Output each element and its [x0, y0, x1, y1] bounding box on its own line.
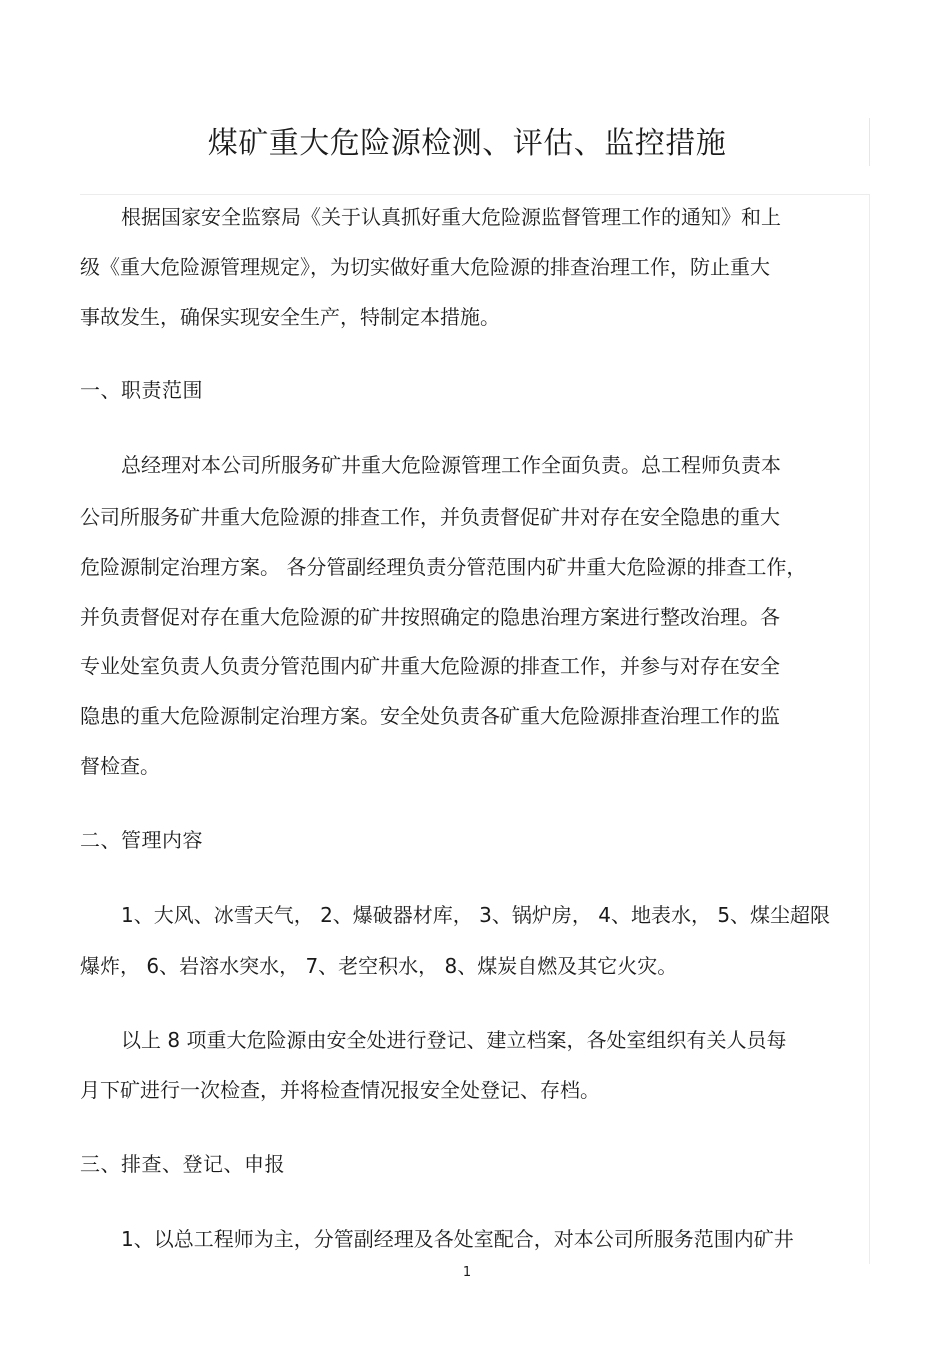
paragraph-line: 危险源制定治理方案。 各分管副经理负责分管范围内矿井重大危险源的排查工作， — [80, 555, 807, 579]
intro-line: 根据国家安全监察局《关于认真抓好重大危险源监督管理工作的通知》和上 — [121, 205, 781, 229]
page-number: 1 — [462, 1265, 472, 1280]
intro-line: 事故发生，确保实现安全生产，特制定本措施。 — [80, 305, 500, 329]
paragraph-line: 隐患的重大危险源制定治理方案。安全处负责各矿重大危险源排查治理工作的监 — [80, 704, 780, 728]
header-divider — [80, 194, 870, 195]
paragraph-line: 总经理对本公司所服务矿井重大危险源管理工作全面负责。总工程师负责本 — [121, 453, 781, 477]
section-heading-inspection: 三、排查、登记、申报 — [80, 1152, 285, 1176]
hazard-list-line: 1、大风、冰雪天气， 2、爆破器材库， 3、锅炉房， 4、地表水， 5、煤尘超限 — [121, 903, 831, 927]
paragraph-line: 公司所服务矿井重大危险源的排查工作，并负责督促矿井对存在安全隐患的重大 — [80, 505, 780, 529]
paragraph-line: 并负责督促对存在重大危险源的矿井按照确定的隐患治理方案进行整改治理。各 — [80, 605, 780, 629]
document-title: 煤矿重大危险源检测、评估、监控措施 — [207, 126, 727, 161]
hazard-list-line: 爆炸， 6、岩溶水突水， 7、老空积水， 8、煤炭自燃及其它火灾。 — [80, 954, 678, 978]
intro-line: 级《重大危险源管理规定》，为切实做好重大危险源的排查治理工作，防止重大 — [80, 255, 770, 279]
paragraph-line: 督检查。 — [80, 754, 160, 778]
paragraph-line: 以上 8 项重大危险源由安全处进行登记、建立档案，各处室组织有关人员每 — [121, 1028, 787, 1052]
margin-rule-top — [869, 118, 870, 166]
margin-rule-right — [869, 194, 870, 1264]
section-heading-management: 二、管理内容 — [80, 828, 203, 852]
paragraph-line: 月下矿进行一次检查，并将检查情况报安全处登记、存档。 — [80, 1078, 600, 1102]
paragraph-line: 1、以总工程师为主，分管副经理及各处室配合，对本公司所服务范围内矿井 — [121, 1227, 794, 1251]
paragraph-line: 专业处室负责人负责分管范围内矿井重大危险源的排查工作，并参与对存在安全 — [80, 654, 780, 678]
section-heading-responsibility: 一、职责范围 — [80, 378, 203, 402]
